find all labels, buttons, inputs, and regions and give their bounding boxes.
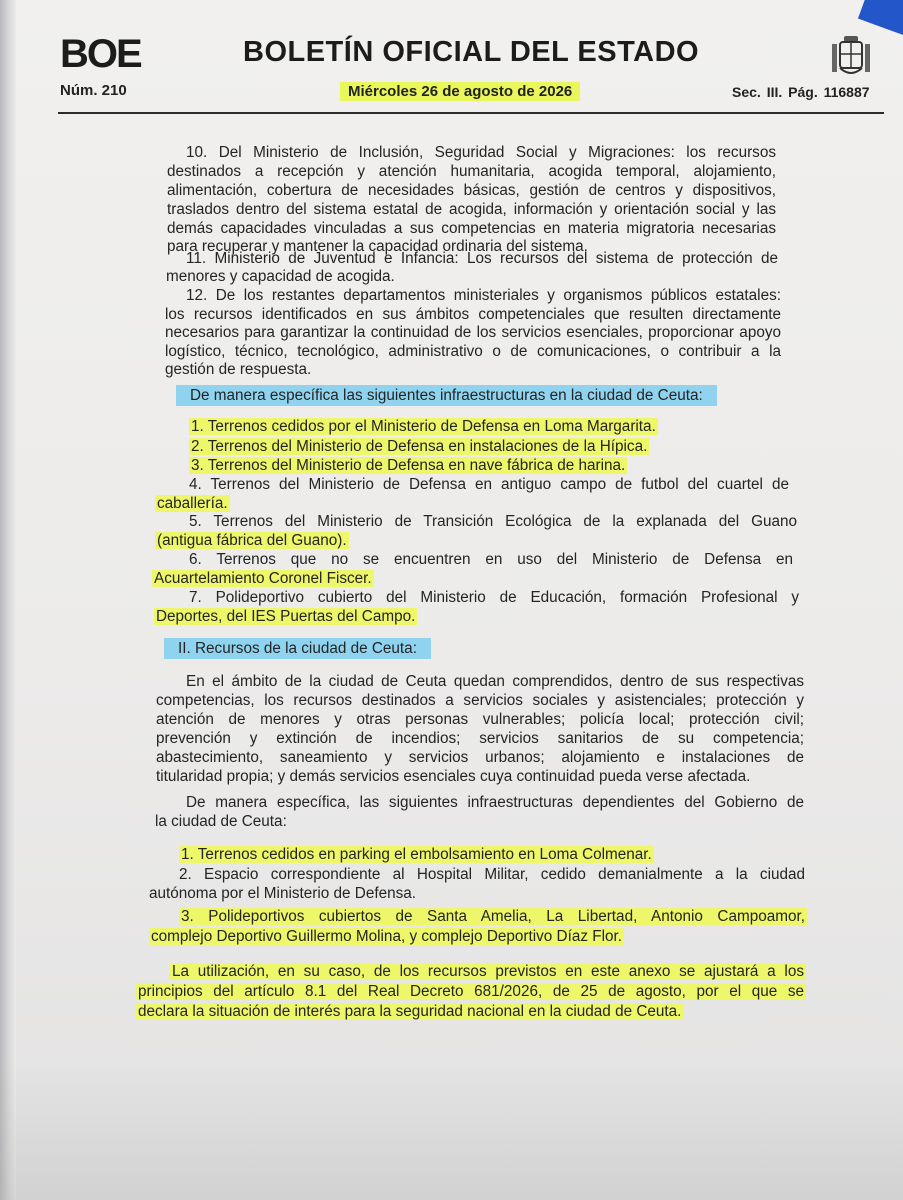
closing-paragraph-line: principios del artículo 8.1 del Real Decreto 681/2026, de 25 de agosto, por el que se	[138, 983, 804, 1000]
page-title: BOLETÍN OFICIAL DEL ESTADO	[243, 36, 700, 68]
ceuta-infrastructure-item: 2. Espacio correspondiente al Hospital Militar, cedido demanialmente a la ciudad	[179, 866, 805, 883]
issue-number: Núm. 210	[60, 82, 127, 99]
ceuta-paragraph-line: atención de menores y otras personas vulnerables; policía local; protección civil;	[156, 711, 804, 728]
ceuta-infrastructure-item: complejo Deportivo Guillermo Molina, y complejo Deportivo Díaz Flor.	[151, 928, 622, 945]
ceuta-paragraph-line: prevención y extinción de incendios; servicios sanitarios de su competencia;	[156, 730, 804, 747]
state-infrastructure-item: Deportes, del IES Puertas del Campo.	[156, 608, 416, 625]
paragraph-10-line: demás capacidades vinculadas a sus competencias en materia migratoria necesarias	[167, 220, 776, 237]
ceuta-infrastructure-item: 1. Terrenos cedidos en parking el embolsamiento en Loma Colmenar.	[181, 846, 652, 863]
ceuta-paragraph-line: En el ámbito de la ciudad de Ceuta quedan comprendidos, dentro de sus respectivas	[186, 673, 804, 690]
ceuta-paragraph-line: De manera específica, las siguientes infraestructuras dependientes del Gobierno de	[186, 794, 804, 811]
ceuta-infrastructure-item: autónoma por el Ministerio de Defensa.	[149, 885, 416, 902]
state-infrastructure-item: (antigua fábrica del Guano).	[157, 532, 347, 549]
paragraph-11-line: menores y capacidad de acogida.	[166, 268, 395, 285]
paragraph-12-line: los recursos identificados en sus ámbitos competenciales que resulten directamente	[165, 306, 781, 323]
ceuta-paragraph-line: competencias, los recursos destinados a servicios sociales y asistenciales; protección y	[156, 692, 804, 709]
state-infrastructure-item: 1. Terrenos cedidos por el Ministerio de Defensa en Loma Margarita.	[191, 418, 656, 435]
specific-heading: De manera específica las siguientes infraestructuras en la ciudad de Ceuta:	[176, 387, 736, 405]
state-infrastructure-item: 7. Polideportivo cubierto del Ministerio de Educación, formación Profesional y	[189, 589, 799, 606]
boe-logo: BOE	[60, 32, 141, 76]
ceuta-paragraph-line: abastecimiento, saneamiento y servicios urbanos; alojamiento e instalaciones de	[156, 749, 804, 766]
page-shadow	[0, 1060, 903, 1200]
paragraph-12-line: logístico, técnico, tecnológico, administrativo o de comunicaciones, o contribuir a la	[165, 343, 781, 360]
section-ii-heading: II. Recursos de la ciudad de Ceuta:	[164, 640, 494, 658]
paragraph-12-line: necesarios para garantizar la continuidad de los servicios esenciales, proporcionar apoyo	[165, 324, 781, 341]
issue-date: Miércoles 26 de agosto de 2026	[340, 82, 580, 101]
state-infrastructure-item: 6. Terrenos que no se encuentren en uso del Ministerio de Defensa en	[189, 551, 793, 568]
closing-paragraph-line: declara la situación de interés para la seguridad nacional en la ciudad de Ceuta.	[138, 1003, 682, 1020]
paragraph-10-line: 10. Del Ministerio de Inclusión, Seguridad Social y Migraciones: los recursos	[186, 144, 776, 161]
state-infrastructure-item: Acuartelamiento Coronel Fiscer.	[154, 570, 372, 587]
paragraph-10-line: traslados dentro del sistema estatal de acogida, información y orientación social y las	[167, 201, 776, 218]
state-infrastructure-item: caballería.	[157, 495, 228, 512]
ceuta-paragraph-line: la ciudad de Ceuta:	[155, 813, 287, 830]
ceuta-paragraph-line: titularidad propia; y demás servicios esenciales cuya continuidad pueda verse afectada.	[156, 768, 751, 785]
paragraph-11-line: 11. Ministerio de Juventud e Infancia: Los recursos del sistema de protección de	[186, 250, 778, 267]
closing-paragraph-line: La utilización, en su caso, de los recursos previstos en este anexo se ajustará a los	[172, 963, 804, 980]
paragraph-10-line: para recuperar y mantener la capacidad ordinaria del sistema.	[167, 238, 588, 255]
section-page: Sec. III. Pág. 116887	[732, 84, 870, 100]
paragraph-12-line: gestión de respuesta.	[165, 361, 312, 378]
state-infrastructure-item: 2. Terrenos del Ministerio de Defensa en instalaciones de la Hípica.	[191, 438, 648, 455]
state-infrastructure-item: 5. Terrenos del Ministerio de Transición Ecológica de la explanada del Guano	[189, 513, 797, 530]
paragraph-10-line: alimentación, cobertura de necesidades básicas, gestión de centros y dispositivos,	[167, 182, 776, 199]
ceuta-infrastructure-item: 3. Polideportivos cubiertos de Santa Amelia, La Libertad, Antonio Campoamor,	[181, 908, 805, 925]
state-infrastructure-item: 4. Terrenos del Ministerio de Defensa en antiguo campo de futbol del cuartel de	[189, 476, 789, 493]
state-infrastructure-item: 3. Terrenos del Ministerio de Defensa en nave fábrica de harina.	[191, 457, 626, 474]
paragraph-10-line: destinados a recepción y atención humanitaria, acogida temporal, alojamiento,	[167, 163, 776, 180]
paragraph-12-line: 12. De los restantes departamentos ministeriales y organismos públicos estatales:	[186, 287, 781, 304]
